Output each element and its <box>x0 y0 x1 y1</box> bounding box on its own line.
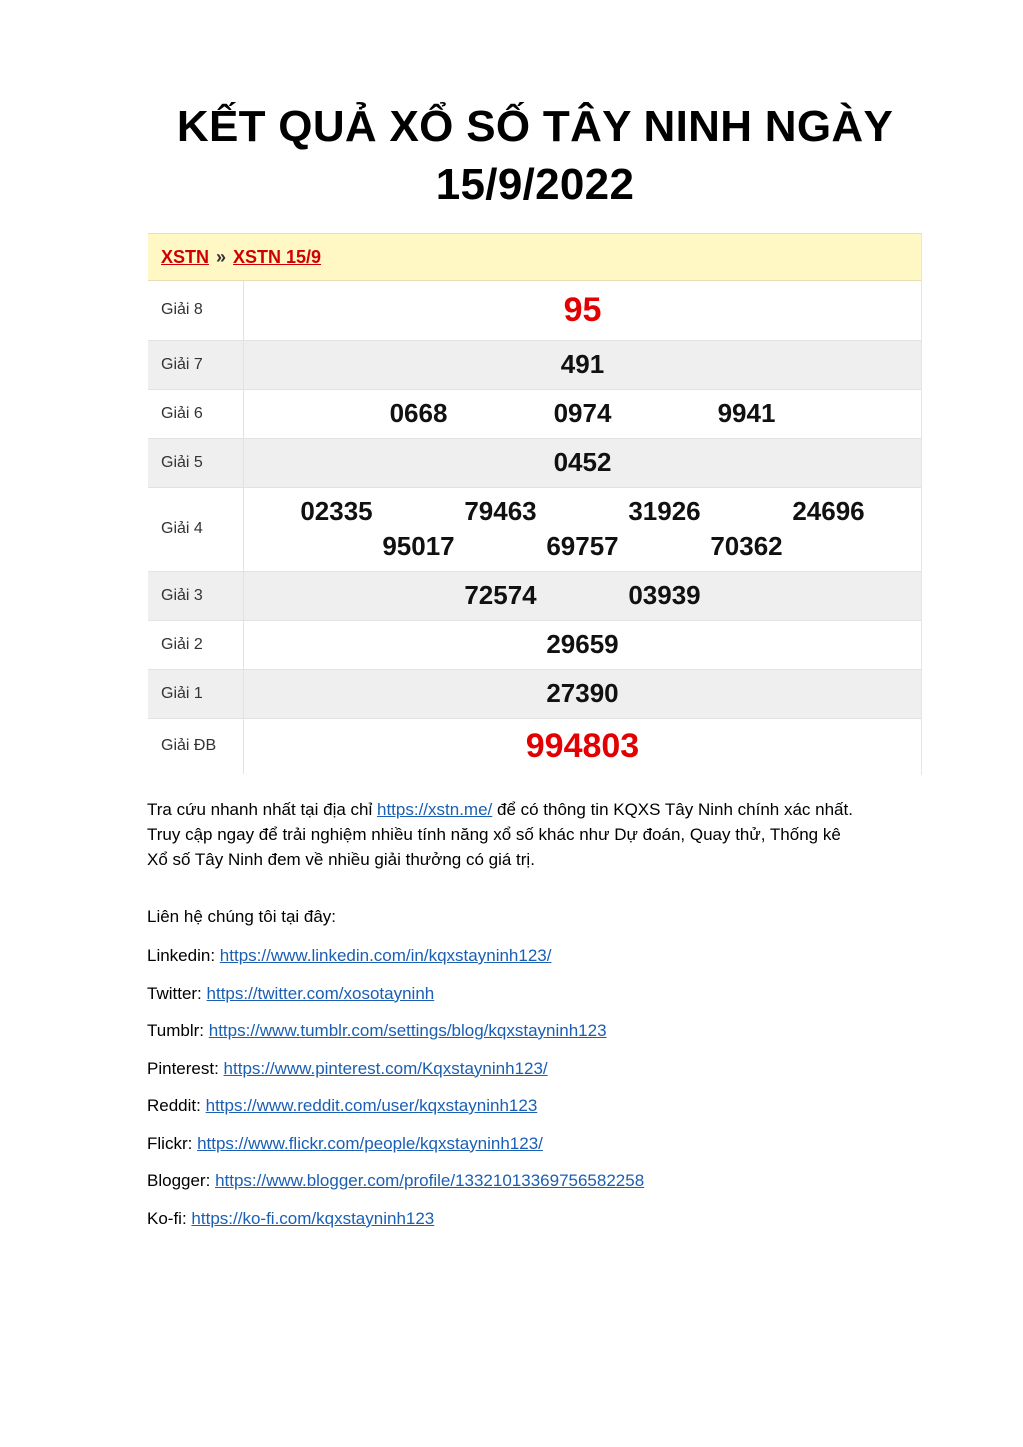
contact-label: Flickr: <box>147 1133 193 1153</box>
intro-line-3: Xổ số Tây Ninh đem về nhiều giải thưởng có giá trị. <box>147 850 535 869</box>
tumblr-link[interactable]: https://www.tumblr.com/settings/blog/kqxstayninh123 <box>208 1021 607 1040</box>
prize-row-g2 <box>148 620 921 669</box>
prize-label: Giải 4 <box>148 487 244 571</box>
breadcrumb <box>148 234 921 281</box>
intro-text: để có thông tin KQXS Tây Ninh chính xác nhất. <box>492 800 853 819</box>
prize-numbers <box>244 727 921 766</box>
prize-number: 95017 <box>382 531 455 561</box>
prize-number: 27390 <box>546 678 619 708</box>
prize-numbers <box>244 291 921 330</box>
intro-paragraph <box>147 797 947 872</box>
intro-text: Tra cứu nhanh nhất tại địa chỉ <box>147 800 377 819</box>
contact-label: Linkedin: <box>147 946 216 965</box>
prize-number: 72574 <box>464 580 537 610</box>
contact-item-linkedin <box>147 943 644 981</box>
flickr-link[interactable]: https://www.flickr.com/people/kqxstayninh123/ <box>197 1133 543 1153</box>
page-title-line-2: 15/9/2022 <box>435 160 635 209</box>
prize-number: 70362 <box>710 531 783 561</box>
prize-numbers <box>244 580 921 611</box>
prize-number: 9941 <box>717 398 776 428</box>
prize-row-g6 <box>148 389 921 438</box>
prize-table <box>148 281 921 774</box>
twitter-link[interactable]: https://twitter.com/xosotayninh <box>206 983 435 1003</box>
prize-numbers <box>244 629 921 660</box>
prize-row-g1 <box>148 669 921 718</box>
prize-numbers <box>244 678 921 709</box>
lottery-result-table <box>148 233 922 775</box>
prize-row-g3 <box>148 571 921 620</box>
prize-numbers <box>244 494 921 564</box>
prize-number: 79463 <box>464 496 537 526</box>
prize-row-g7 <box>148 340 921 389</box>
breadcrumb-link-xstn[interactable]: XSTN <box>161 246 210 267</box>
contact-item-flickr <box>147 1131 644 1169</box>
prize-number: 03939 <box>628 580 701 610</box>
prize-number: 29659 <box>546 629 619 659</box>
contact-list <box>147 943 644 1243</box>
contact-label: Ko-fi: <box>147 1208 187 1228</box>
contact-item-kofi <box>147 1206 644 1244</box>
blogger-link[interactable]: https://www.blogger.com/profile/13321013369756582258 <box>215 1171 645 1190</box>
contact-item-reddit <box>147 1093 644 1131</box>
prize-number: 31926 <box>628 496 701 526</box>
intro-line-2: Truy cập ngay để trải nghiệm nhiều tính năng xổ số khác như Dự đoán, Quay thử, Thống kê <box>147 825 841 844</box>
page-title <box>60 98 1010 214</box>
breadcrumb-link-xstn-date[interactable]: XSTN 15/9 <box>233 246 322 267</box>
prize-label: Giải 5 <box>148 438 244 487</box>
contact-label: Pinterest: <box>147 1058 219 1078</box>
contact-label: Blogger: <box>147 1171 211 1190</box>
contact-item-twitter <box>147 981 644 1019</box>
contact-item-pinterest <box>147 1056 644 1094</box>
prize-numbers <box>244 349 921 380</box>
prize-number: 69757 <box>546 531 619 561</box>
prize-row-special <box>148 718 921 774</box>
prize-number: 02335 <box>300 496 373 526</box>
kofi-link[interactable]: https://ko-fi.com/kqxstayninh123 <box>191 1208 435 1228</box>
contact-item-blogger <box>147 1168 644 1206</box>
xstn-link[interactable]: https://xstn.me/ <box>377 800 493 819</box>
prize-row-g8 <box>148 281 921 340</box>
prize-number: 0452 <box>553 447 612 477</box>
linkedin-link[interactable]: https://www.linkedin.com/in/kqxstayninh123/ <box>219 946 552 965</box>
prize-label: Giải 3 <box>148 571 244 620</box>
prize-row-g4 <box>148 487 921 571</box>
prize-label: Giải 7 <box>148 340 244 389</box>
prize-label: Giải 2 <box>148 620 244 669</box>
intro-line-1 <box>147 797 947 822</box>
prize-number: 0974 <box>553 398 612 428</box>
prize-label: Giải 8 <box>148 281 244 340</box>
prize-number: 95 <box>563 290 602 329</box>
prize-numbers-line-1 <box>244 494 921 529</box>
prize-row-g5 <box>148 438 921 487</box>
contact-title: Liên hệ chúng tôi tại đây: <box>147 907 337 926</box>
breadcrumb-separator: » <box>216 246 227 267</box>
prize-number: 24696 <box>792 496 865 526</box>
prize-numbers-line-2 <box>244 529 921 564</box>
pinterest-link[interactable]: https://www.pinterest.com/Kqxstayninh123/ <box>223 1058 548 1078</box>
contact-label: Twitter: <box>147 983 202 1003</box>
prize-label: Giải 1 <box>148 669 244 718</box>
page-title-line-1: KẾT QUẢ XỔ SỐ TÂY NINH NGÀY <box>176 102 894 151</box>
prize-number: 491 <box>560 349 605 379</box>
prize-label: Giải 6 <box>148 389 244 438</box>
contact-label: Reddit: <box>147 1096 201 1115</box>
prize-number: 0668 <box>389 398 448 428</box>
contact-label: Tumblr: <box>147 1021 204 1040</box>
prize-numbers <box>244 398 921 429</box>
prize-number: 994803 <box>525 726 640 765</box>
reddit-link[interactable]: https://www.reddit.com/user/kqxstayninh123 <box>205 1096 538 1115</box>
prize-label: Giải ĐB <box>148 718 244 774</box>
contact-item-tumblr <box>147 1018 644 1056</box>
prize-numbers <box>244 447 921 478</box>
